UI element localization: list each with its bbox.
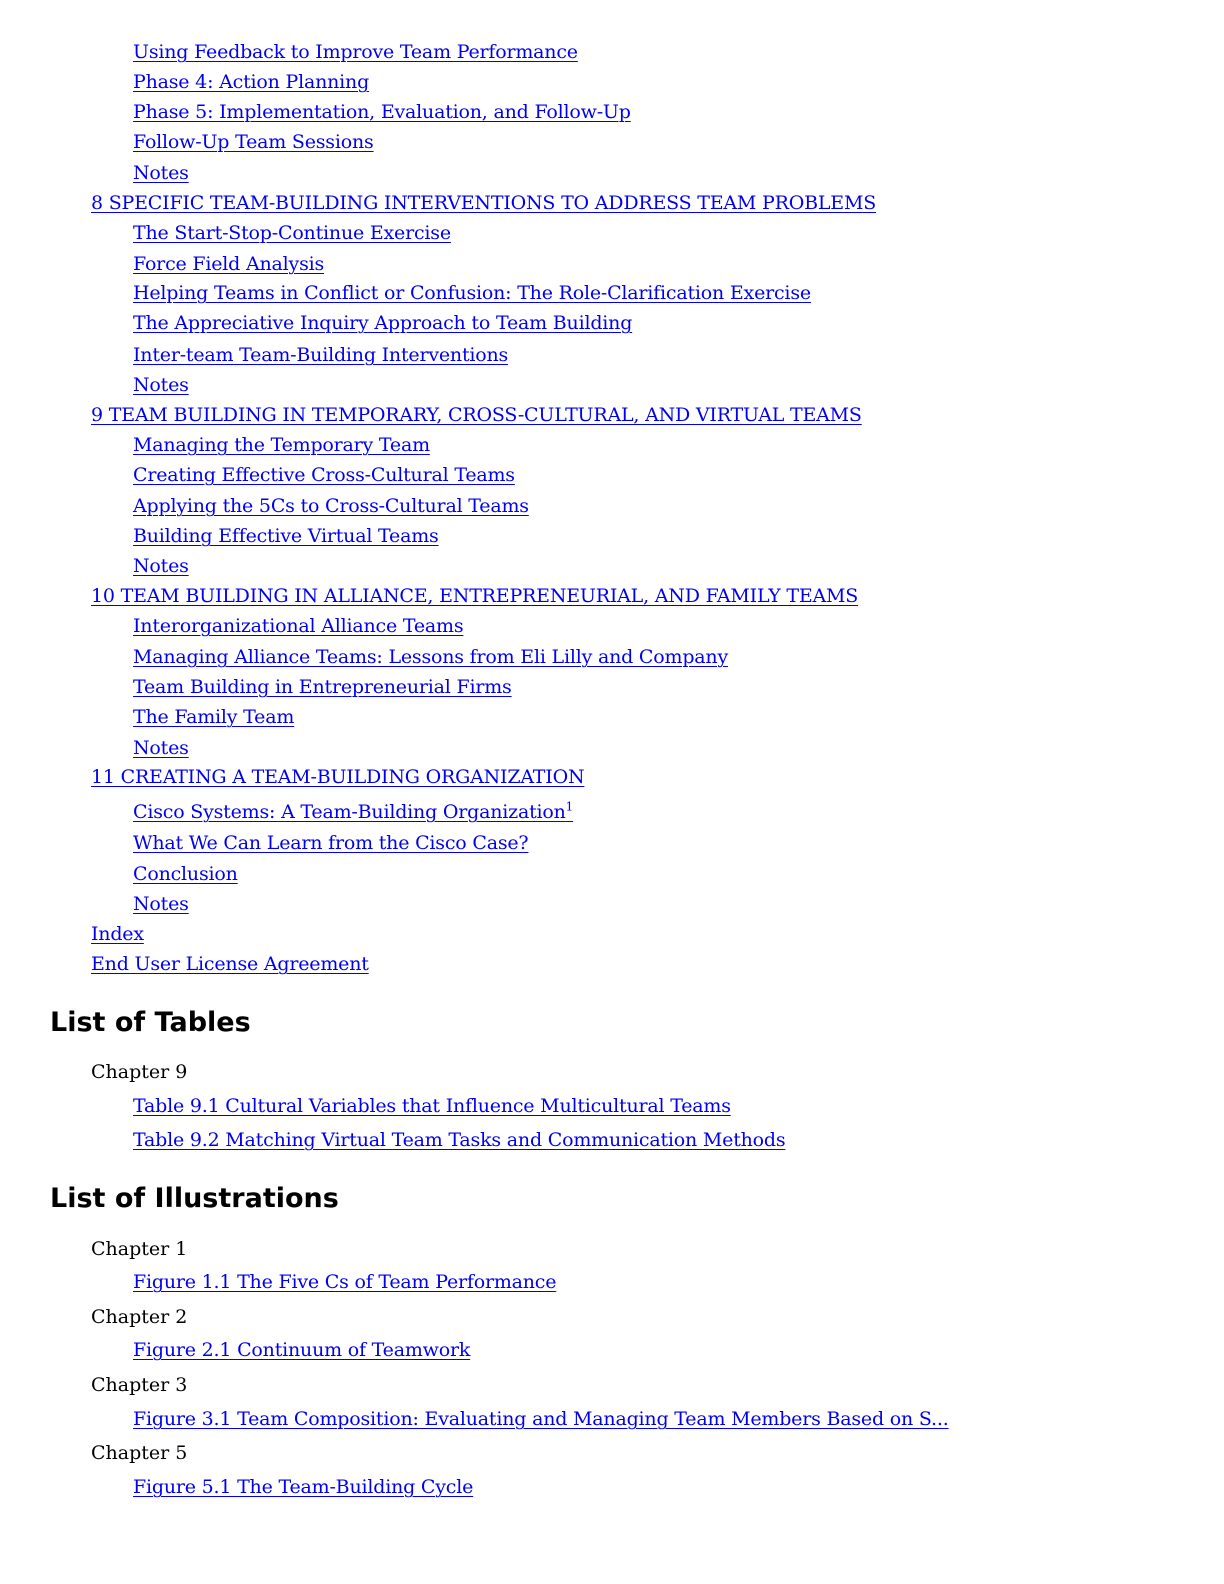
toc-entry-force-field[interactable]: Force Field Analysis <box>133 253 325 275</box>
toc-entry-virtual-teams[interactable]: Building Effective Virtual Teams <box>133 525 439 547</box>
toc-entry-conclusion[interactable]: Conclusion <box>133 863 238 885</box>
list-of-illustrations-heading: List of Illustrations <box>50 1183 339 1214</box>
toc-entry-inter-team[interactable]: Inter-team Team-Building Interventions <box>133 344 509 366</box>
toc-entry-cisco-systems[interactable] <box>133 799 573 825</box>
figure-5-1-link[interactable]: Figure 5.1 The Team-Building Cycle <box>133 1476 474 1498</box>
figure-3-1-link[interactable]: Figure 3.1 Team Composition: Evaluating and Managing Team Members Based on S... <box>133 1408 949 1430</box>
toc-entry-phase-5[interactable]: Phase 5: Implementation, Evaluation, and Follow-Up <box>133 101 631 123</box>
footnote-marker: 1 <box>565 799 574 814</box>
toc-chapter-8[interactable]: 8 SPECIFIC TEAM-BUILDING INTERVENTIONS TO ADDRESS TEAM PROBLEMS <box>91 192 877 214</box>
list-of-tables-heading: List of Tables <box>50 1007 251 1038</box>
toc-entry-temporary-team[interactable]: Managing the Temporary Team <box>133 434 430 456</box>
toc-entry-notes[interactable]: Notes <box>133 374 189 396</box>
figure-1-1-link[interactable]: Figure 1.1 The Five Cs of Team Performance <box>133 1271 557 1293</box>
toc-chapter-10[interactable]: 10 TEAM BUILDING IN ALLIANCE, ENTREPRENEURIAL, AND FAMILY TEAMS <box>91 585 859 607</box>
toc-entry-cisco-lessons[interactable]: What We Can Learn from the Cisco Case? <box>133 832 529 854</box>
illustrations-chapter-2-label: Chapter 2 <box>91 1306 188 1328</box>
toc-entry-notes[interactable]: Notes <box>133 162 189 184</box>
toc-entry-alliance-teams[interactable]: Interorganizational Alliance Teams <box>133 615 464 637</box>
toc-entry-start-stop-continue[interactable]: The Start-Stop-Continue Exercise <box>133 222 451 244</box>
toc-entry-role-clarification[interactable]: Helping Teams in Conflict or Confusion: The Role-Clarification Exercise <box>133 282 811 304</box>
figure-2-1-link[interactable]: Figure 2.1 Continuum of Teamwork <box>133 1339 471 1361</box>
illustrations-chapter-5-label: Chapter 5 <box>91 1442 188 1464</box>
toc-entry-notes[interactable]: Notes <box>133 737 189 759</box>
toc-entry-using-feedback[interactable]: Using Feedback to Improve Team Performance <box>133 41 578 63</box>
toc-entry-phase-4[interactable]: Phase 4: Action Planning <box>133 71 370 93</box>
toc-chapter-9[interactable]: 9 TEAM BUILDING IN TEMPORARY, CROSS-CULTURAL, AND VIRTUAL TEAMS <box>91 404 862 426</box>
toc-entry-appreciative-inquiry[interactable]: The Appreciative Inquiry Approach to Team Building <box>133 312 633 334</box>
toc-entry-cisco-label: Cisco Systems: A Team-Building Organization <box>133 801 566 823</box>
toc-entry-eli-lilly[interactable]: Managing Alliance Teams: Lessons from Eli Lilly and Company <box>133 646 728 668</box>
toc-entry-index[interactable]: Index <box>91 923 144 945</box>
tables-chapter-9-label: Chapter 9 <box>91 1061 188 1083</box>
table-9-2-link[interactable]: Table 9.2 Matching Virtual Team Tasks and Communication Methods <box>133 1129 786 1151</box>
illustrations-chapter-1-label: Chapter 1 <box>91 1238 188 1260</box>
toc-entry-follow-up-sessions[interactable]: Follow-Up Team Sessions <box>133 131 374 153</box>
toc-entry-5cs-cross-cultural[interactable]: Applying the 5Cs to Cross-Cultural Teams <box>133 495 529 517</box>
toc-entry-cross-cultural-teams[interactable]: Creating Effective Cross-Cultural Teams <box>133 464 515 486</box>
toc-entry-family-team[interactable]: The Family Team <box>133 706 295 728</box>
toc-entry-entrepreneurial-firms[interactable]: Team Building in Entrepreneurial Firms <box>133 676 512 698</box>
toc-entry-notes[interactable]: Notes <box>133 893 189 915</box>
table-9-1-link[interactable]: Table 9.1 Cultural Variables that Influence Multicultural Teams <box>133 1095 731 1117</box>
toc-entry-notes[interactable]: Notes <box>133 555 189 577</box>
illustrations-chapter-3-label: Chapter 3 <box>91 1374 188 1396</box>
toc-entry-eula[interactable]: End User License Agreement <box>91 953 369 975</box>
toc-chapter-11[interactable]: 11 CREATING A TEAM-BUILDING ORGANIZATION <box>91 766 585 788</box>
